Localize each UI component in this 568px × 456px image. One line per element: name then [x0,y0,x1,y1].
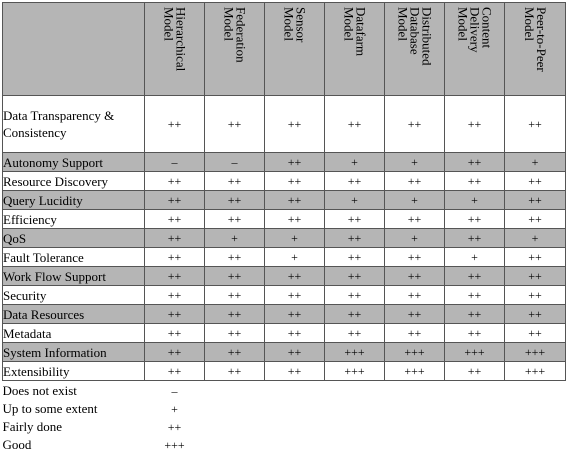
criterion-cell: Security [3,286,145,305]
rating-cell: ++ [205,172,265,191]
rating-cell: ++ [445,210,505,229]
comparison-figure [2,2,566,454]
criterion-cell: QoS [3,229,145,248]
rating-cell: ++ [505,248,566,267]
criterion-cell: Metadata [3,324,145,343]
rating-cell: ++ [385,248,445,267]
criterion-cell: Data Transparency & Consistency [3,96,145,153]
legend-row [3,418,566,436]
table-row [3,324,566,343]
rating-cell: ++ [205,305,265,324]
legend-label: Up to some extent [2,401,98,416]
rating-cell: ++ [325,229,385,248]
rating-cell: ++ [325,210,385,229]
rating-cell: ++ [325,172,385,191]
table-row [3,248,566,267]
rating-cell: ++ [265,153,325,172]
rating-cell: +++ [505,343,566,362]
rating-cell: ++ [505,191,566,210]
rating-cell: ++ [445,96,505,153]
rating-cell: ++ [325,267,385,286]
rating-cell: ++ [505,324,566,343]
criterion-cell: Fault Tolerance [3,248,145,267]
table-row [3,153,566,172]
rating-cell: + [205,229,265,248]
rating-cell: ++ [205,267,265,286]
rating-cell: ++ [445,172,505,191]
rating-cell: ++ [505,172,566,191]
rating-cell: + [325,191,385,210]
rating-cell: ++ [205,210,265,229]
rating-cell: ++ [445,286,505,305]
criterion-cell: Data Resources [3,305,145,324]
rating-cell: ++ [145,324,205,343]
rating-cell: +++ [445,343,505,362]
rating-cell: ++ [265,362,325,381]
rating-cell: +++ [385,362,445,381]
rating-cell: ++ [145,305,205,324]
table-row [3,229,566,248]
rating-cell: ++ [265,96,325,153]
rating-cell: ++ [205,343,265,362]
table-row [3,96,566,153]
criterion-cell: Query Lucidity [3,191,145,210]
rating-cell: + [445,248,505,267]
legend-spacer [205,400,566,418]
table-row [3,267,566,286]
column-header: Federation Model [205,3,265,96]
rating-cell: ++ [445,229,505,248]
rating-cell: ++ [385,172,445,191]
rating-cell: ++ [265,286,325,305]
rating-cell: + [385,191,445,210]
rating-cell: ++ [205,362,265,381]
rating-cell: + [505,153,566,172]
rating-cell: ++ [505,96,566,153]
rating-cell: ++ [445,324,505,343]
table-row [3,286,566,305]
legend-symbol: + [171,401,178,416]
criterion-cell: Autonomy Support [3,153,145,172]
criterion-cell: Extensibility [3,362,145,381]
rating-cell: ++ [145,362,205,381]
rating-cell: + [385,229,445,248]
rating-cell: ++ [325,305,385,324]
table-row [3,343,566,362]
column-header: Peer-to-Peer Model [505,3,566,96]
legend-spacer [205,436,566,454]
rating-cell: + [385,153,445,172]
criterion-cell: Work Flow Support [3,267,145,286]
rating-cell: ++ [325,248,385,267]
rating-cell: ++ [265,305,325,324]
rating-cell: ++ [265,172,325,191]
rating-cell: ++ [145,191,205,210]
rating-cell: ++ [505,286,566,305]
rating-cell: ++ [385,286,445,305]
legend-row [3,381,566,401]
rating-cell: – [145,153,205,172]
rating-cell: ++ [205,248,265,267]
rating-cell: ++ [445,305,505,324]
rating-cell: ++ [445,362,505,381]
legend-label: Does not exist [2,383,77,398]
rating-cell: ++ [205,191,265,210]
rating-cell: ++ [205,96,265,153]
criterion-cell: System Information [3,343,145,362]
legend-label: Fairly done [2,419,63,434]
rating-cell: +++ [325,362,385,381]
rating-cell: ++ [385,210,445,229]
rating-cell: ++ [205,324,265,343]
header-row [3,3,566,96]
rating-cell: ++ [445,267,505,286]
rating-cell: + [445,191,505,210]
rating-cell: ++ [265,191,325,210]
rating-cell: + [505,229,566,248]
legend-symbol: +++ [164,437,185,452]
rating-cell: +++ [505,362,566,381]
legend-spacer [205,418,566,436]
rating-cell: ++ [205,286,265,305]
rating-cell: ++ [505,267,566,286]
rating-cell: + [265,229,325,248]
rating-cell: ++ [385,267,445,286]
rating-cell: + [265,248,325,267]
rating-cell: ++ [445,153,505,172]
rating-cell: ++ [145,96,205,153]
rating-cell: ++ [145,229,205,248]
rating-cell: ++ [265,343,325,362]
criterion-cell: Resource Discovery [3,172,145,191]
rating-cell: ++ [385,96,445,153]
legend-row [3,436,566,454]
rating-cell: ++ [505,210,566,229]
rating-cell: ++ [145,210,205,229]
table-row [3,191,566,210]
legend-spacer [205,381,566,401]
comparison-table [2,2,566,454]
rating-cell: ++ [145,172,205,191]
column-header: Hierarchical Model [145,3,205,96]
legend-symbol: ++ [167,419,182,434]
rating-cell: ++ [325,96,385,153]
table-row [3,362,566,381]
rating-cell: ++ [325,286,385,305]
rating-cell: ++ [145,248,205,267]
rating-cell: ++ [385,324,445,343]
rating-cell: ++ [265,324,325,343]
rating-cell: ++ [385,305,445,324]
rating-cell: ++ [265,267,325,286]
column-header: Datafarm Model [325,3,385,96]
table-row [3,305,566,324]
rating-cell: +++ [325,343,385,362]
legend-row [3,400,566,418]
criterion-cell: Efficiency [3,210,145,229]
column-header: Sensor Model [265,3,325,96]
table-row [3,210,566,229]
rating-cell: ++ [145,286,205,305]
column-header: Distributed Database Model [385,3,445,96]
rating-cell: +++ [385,343,445,362]
column-header: Content Delivery Model [445,3,505,96]
rating-cell: ++ [265,210,325,229]
legend-label: Good [2,437,32,452]
rating-cell: + [325,153,385,172]
table-row [3,172,566,191]
rating-cell: – [205,153,265,172]
header-corner-cell [3,3,145,96]
legend-symbol: – [171,383,178,398]
rating-cell: ++ [325,324,385,343]
rating-cell: ++ [505,305,566,324]
rating-cell: ++ [145,267,205,286]
rating-cell: ++ [145,343,205,362]
